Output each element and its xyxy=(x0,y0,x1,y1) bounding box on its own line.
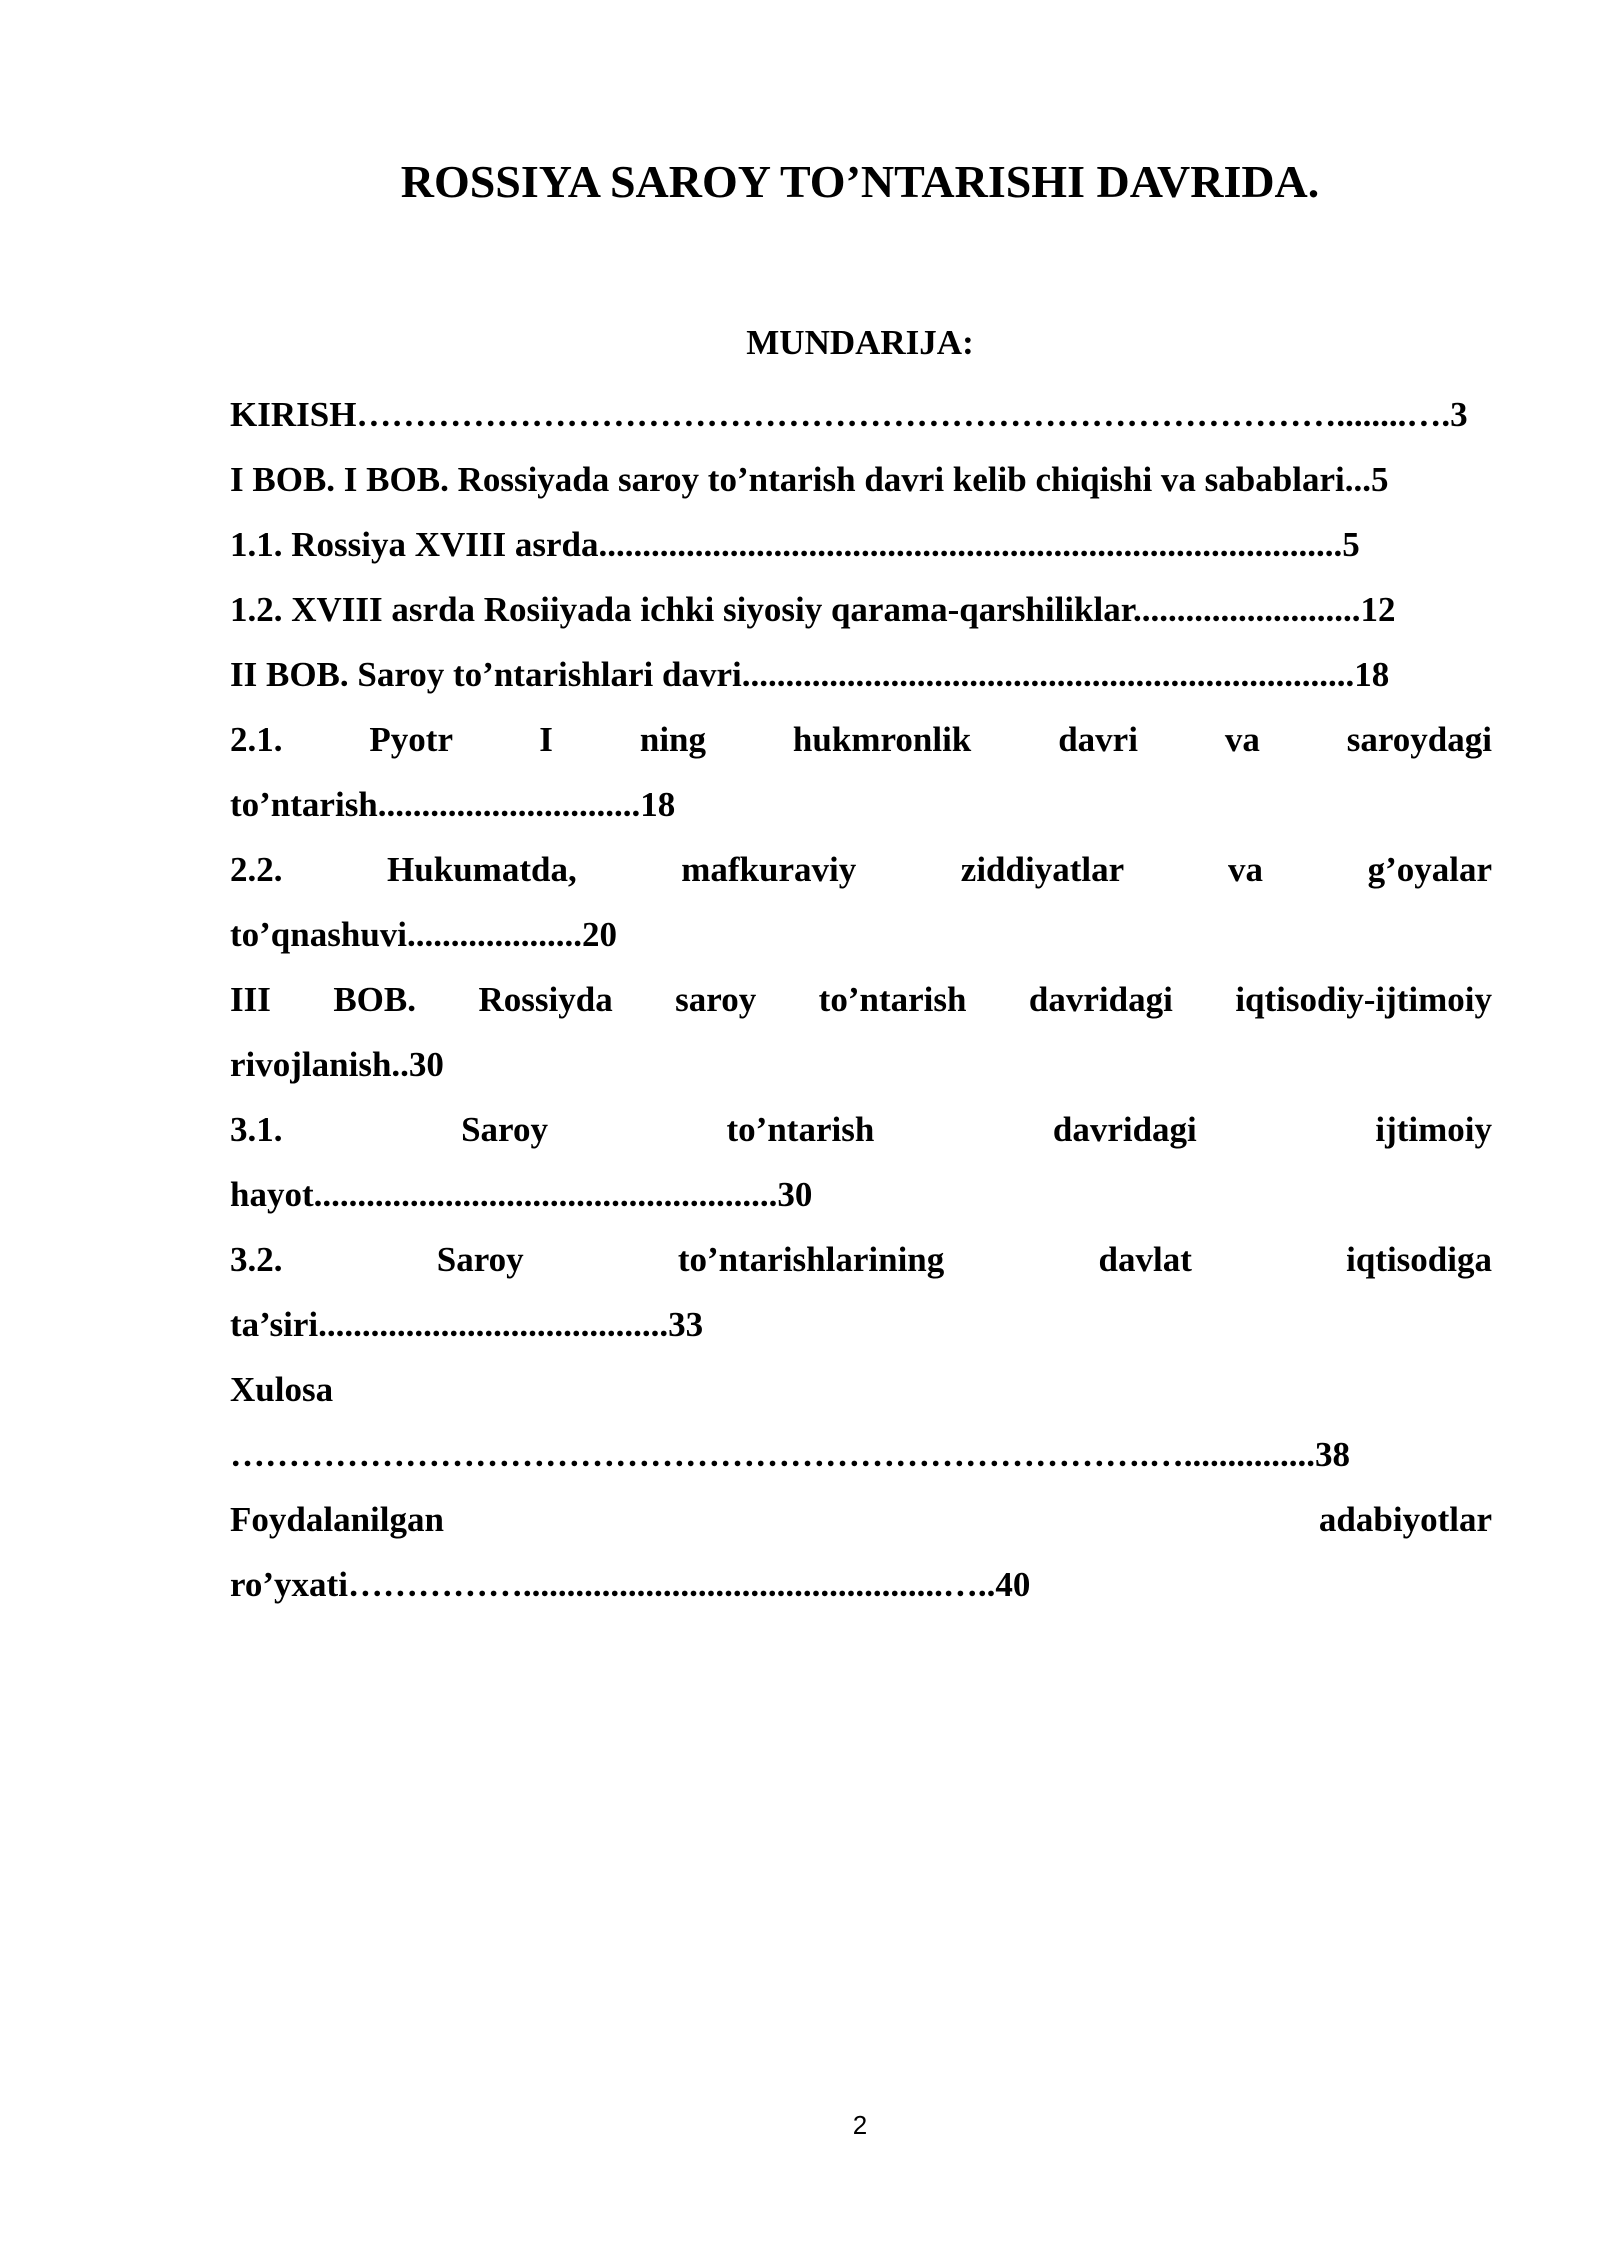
toc-entry-2-2[interactable]: 2.2. Hukumatda, mafkuraviy ziddiyatlar va g’oyalar xyxy=(230,850,1492,889)
toc-entry-references-continued[interactable]: ro’yxati……………................................................…..40 xyxy=(230,1565,1031,1604)
toc-entry-xulosa[interactable]: Xulosa xyxy=(230,1370,334,1409)
toc-entry-3-1-continued[interactable]: hayot.....................................................30 xyxy=(230,1175,813,1214)
document-title: ROSSIYA SAROY TO’NTARISHI DAVRIDA. xyxy=(400,156,1320,207)
toc-entry-2-2-continued[interactable]: to’qnashuvi....................20 xyxy=(230,915,618,954)
toc-entry-chapter-2[interactable]: II BOB. Saroy to’ntarishlari davri......................................................................18 xyxy=(230,655,1390,694)
toc-entry-2-1-continued[interactable]: to’ntarish..............................18 xyxy=(230,785,676,824)
toc-entry-xulosa-continued[interactable]: …………………………………………………………………….…...............38 xyxy=(230,1435,1350,1474)
table-of-contents xyxy=(230,382,1492,1617)
page-number: 2 xyxy=(852,2110,868,2140)
toc-entry-3-2-continued[interactable]: ta’siri........................................33 xyxy=(230,1305,704,1344)
toc-entry-2-1[interactable]: 2.1. Pyotr I ning hukmronlik davri va saroydagi xyxy=(230,720,1492,759)
toc-entry-references[interactable]: Foydalanilgan adabiyotlar xyxy=(230,1500,1492,1539)
toc-entry-3-1[interactable]: 3.1. Saroy to’ntarish davridagi ijtimoiy xyxy=(230,1110,1492,1149)
toc-entry-chapter-3-continued[interactable]: rivojlanish..30 xyxy=(230,1045,444,1084)
toc-entry-1-2[interactable]: 1.2. XVIII asrda Rosiiyada ichki siyosiy qarama-qarshiliklar..........................12 xyxy=(230,590,1396,629)
toc-entry-chapter-3[interactable]: III BOB. Rossiyda saroy to’ntarish davridagi iqtisodiy-ijtimoiy xyxy=(230,980,1492,1019)
toc-entry-1-1[interactable]: 1.1. Rossiya XVIII asrda.....................................................................................5 xyxy=(230,525,1360,564)
toc-entry-kirish[interactable]: KIRISH…………………………………………………………………………........….3 xyxy=(230,395,1468,434)
toc-entry-3-2[interactable]: 3.2. Saroy to’ntarishlarining davlat iqtisodiga xyxy=(230,1240,1492,1279)
toc-heading: MUNDARIJA: xyxy=(746,323,974,362)
toc-entry-chapter-1[interactable]: I BOB. I BOB. Rossiyada saroy to’ntarish davri kelib chiqishi va sabablari...5 xyxy=(230,460,1389,499)
